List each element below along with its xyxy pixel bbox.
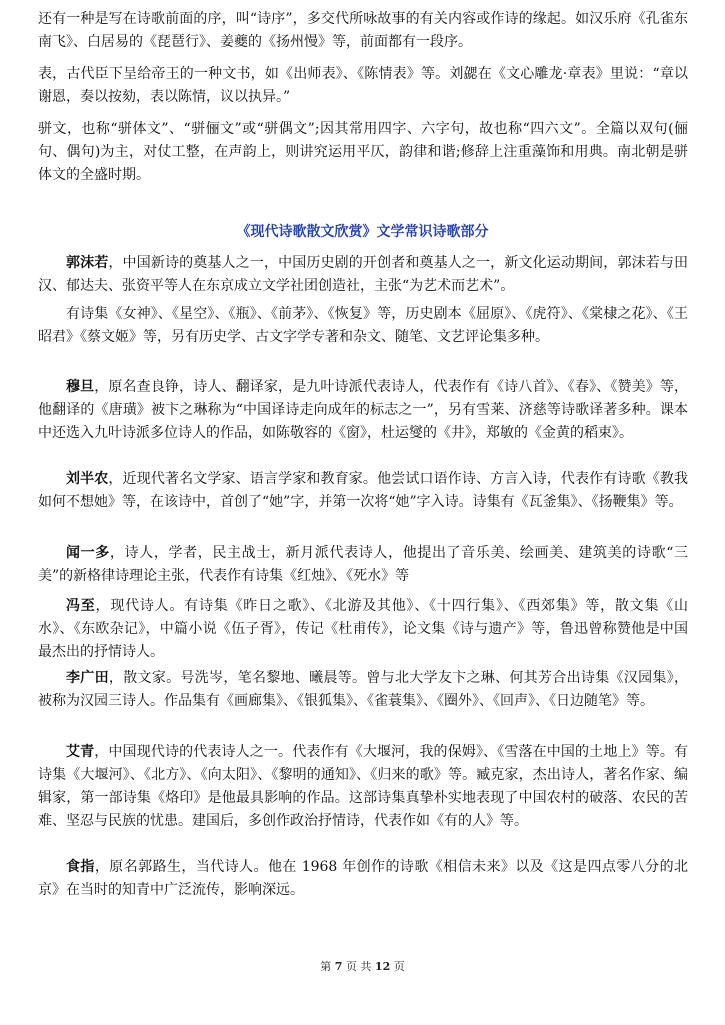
poet-name: 闻一多 xyxy=(66,545,110,561)
poet-entry-li-guangtian xyxy=(38,667,688,713)
poet-entry-guo-moruo xyxy=(38,252,688,298)
poet-name: 冯至 xyxy=(66,598,96,614)
page-number: 7 xyxy=(334,960,343,973)
poet-description: ，原名郭路生，当代诗人。他在 1968 年创作的诗歌《相信未来》以及《这是四点零八分的北京》在当时的知青中广泛流传，影响深远。 xyxy=(38,859,689,898)
poet-works-guo-moruo: 有诗集《女神》、《星空》、《瓶》、《前茅》、《恢复》等，历史剧本《屈原》、《虎符》、《棠棣之花》、《王昭君》《蔡文姬》等，另有历史学、古文字学专著和杂文、随笔、文艺评论集多种。 xyxy=(38,306,688,345)
poet-description: ，中国现代诗的代表诗人之一。代表作有《大堰河，我的保姆》、《雪落在中国的土地上》等。有诗集《大堰河》、《北方》、《向太阳》、《黎明的通知》、《归来的歌》等。臧克家，杰出诗人，著名作家、编辑家，第一部诗集《烙印》是他最具影响的作品。这部诗集真挚朴实地表现了中国农村的破落、农民的苦难、坚忍与民族的忧患。建国后，多创作政治抒情诗，代表作如《有的人》等。 xyxy=(38,744,689,829)
section-title: 《现代诗歌散文欣赏》文学常识诗歌部分 xyxy=(236,224,489,240)
intro-paragraph-memorial: 表，古代臣下呈给帝王的一种文书，如《出师表》、《陈情表》等。刘勰在《文心雕龙·章表》里说：“章以谢恩，奏以按劾，表以陈情，议以执异。” xyxy=(38,66,688,105)
footer-prefix: 第 xyxy=(320,960,332,973)
poet-description: ，近现代著名文学家、语言学家和教育家。他尝试口语作诗、方言入诗，代表作有诗歌《教我如何不想她》等，在该诗中，首创了“她”字，并第一次将“她”字入诗。诗集有《瓦釜集》、《扬鞭集》等。 xyxy=(38,471,689,510)
poet-name: 艾青 xyxy=(66,744,95,760)
poet-name: 食指 xyxy=(66,859,95,875)
poet-description: ，现代诗人。有诗集《昨日之歌》、《北游及其他》、《十四行集》、《西郊集》等，散文集《山水》、《东欧杂记》，中篇小说《伍子胥》，传记《杜甫传》，论文集《诗与遗产》等，鲁迅曾称赞他是中国最杰出的抒情诗人。 xyxy=(38,598,688,660)
intro-paragraph-parallel-prose: 骈文，也称“骈体文”、“骈俪文”或“骈偶文”;因其常用四字、六字句，故也称“四六文”。全篇以双句(俪句、偶句)为主，对仗工整，在声韵上，则讲究运用平仄，韵律和谐;修辞上注重藻饰和用典。南北朝是骈体文的全盛时期。 xyxy=(38,121,688,183)
poet-name: 穆旦 xyxy=(66,379,95,395)
poet-name: 刘半农 xyxy=(66,471,109,487)
footer-middle: 页 共 xyxy=(345,960,372,973)
poet-description: ，中国新诗的奠基人之一，中国历史剧的开创者和奠基人之一，新文化运动期间，郭沫若与田汉、郁达夫、张资平等人在东京成立文学社团创造社，主张“为艺术而艺术”。 xyxy=(38,255,689,294)
poet-entry-mu-dan xyxy=(38,376,688,445)
poet-entry-liu-bannong xyxy=(38,468,688,514)
poet-entry-wen-yiduo xyxy=(38,542,688,588)
page-footer xyxy=(0,959,725,975)
poet-entry-shi-zhi xyxy=(38,856,688,902)
intro-paragraph-preface: 还有一种是写在诗歌前面的序，叫“诗序”，多交代所咏故事的有关内容或作诗的缘起。如汉乐府《孔雀东南飞》、白居易的《琵琶行》、姜夔的《扬州慢》等，前面都有一段序。 xyxy=(38,11,688,50)
poet-entry-feng-zhi xyxy=(38,595,688,664)
poet-description: ，诗人，学者，民主战士，新月派代表诗人，他提出了音乐美、绘画美、建筑美的诗歌“三美”的新格律诗理论主张，代表作有诗集《红烛》、《死水》等 xyxy=(38,545,689,584)
footer-suffix: 页 xyxy=(393,960,405,973)
poet-description: ，原名查良铮，诗人、翻译家，是九叶诗派代表诗人，代表作有《诗八首》、《春》、《赞美》等，他翻译的《唐璜》被卞之琳称为“中国译诗走向成年的标志之一”，另有雪莱、济慈等诗歌译著多种。课本中还选入九叶诗派多位诗人的作品，如陈敬容的《窗》，杜运燮的《井》，郑敏的《金黄的稻束》。 xyxy=(38,379,689,441)
poet-entry-ai-qing xyxy=(38,741,688,833)
poet-name: 李广田 xyxy=(66,670,109,686)
poet-name: 郭沫若 xyxy=(66,255,109,271)
poet-description: ，散文家。号洗岑，笔名黎地、曦晨等。曾与北大学友卞之琳、何其芳合出诗集《汉园集》，被称为汉园三诗人。作品集有《画廊集》、《银狐集》、《雀蓑集》、《圈外》、《回声》、《日边随笔》等。 xyxy=(38,670,689,709)
total-pages: 12 xyxy=(374,960,391,973)
